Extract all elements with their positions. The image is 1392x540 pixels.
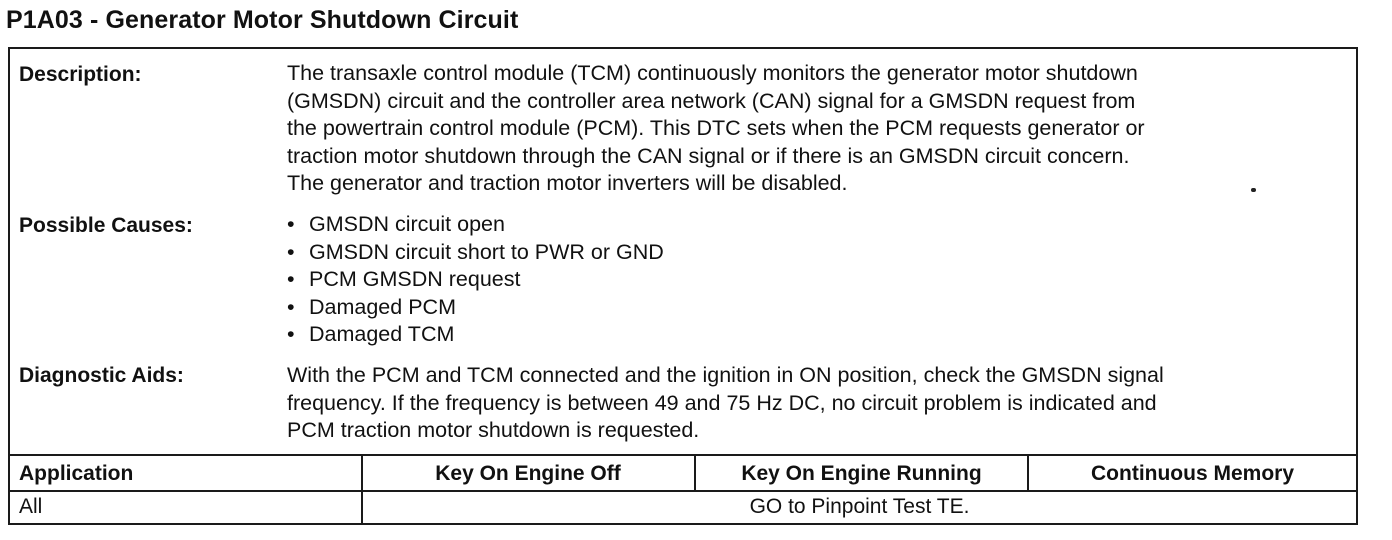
scan-speck (1251, 188, 1256, 192)
list-item (287, 211, 1348, 239)
table-cell-application: All (19, 495, 43, 518)
possible-causes-label: Possible Causes: (19, 214, 193, 237)
list-item (287, 294, 1348, 322)
test-table (10, 454, 1356, 523)
cause-text: Damaged TCM (309, 322, 455, 346)
bullet-icon: • (287, 322, 295, 346)
diagnostic-aids-line: PCM traction motor shutdown is requested. (287, 418, 700, 442)
page-title: P1A03 - Generator Motor Shutdown Circuit (6, 6, 519, 34)
description-line: The transaxle control module (TCM) continuously monitors the generator motor shutdown (287, 61, 1138, 85)
description-label: Description: (19, 63, 142, 86)
list-item (287, 239, 1348, 267)
bullet-icon: • (287, 294, 295, 319)
description-line: (GMSDN) circuit and the controller area network (CAN) signal for a GMSDN request from (287, 88, 1136, 113)
description-text (287, 60, 1348, 198)
diagnostic-aids-label: Diagnostic Aids: (19, 364, 184, 387)
bullet-icon: • (287, 212, 295, 236)
dtc-info-box (8, 47, 1358, 525)
column-header-koeo: Key On Engine Off (435, 461, 621, 485)
description-line: traction motor shutdown through the CAN signal or if there is an GMSDN circuit concern. (287, 143, 1130, 168)
cause-text: PCM GMSDN request (309, 267, 521, 291)
column-header-application: Application (19, 461, 134, 485)
list-item (287, 321, 1348, 349)
description-line: the powertrain control module (PCM). This DTC sets when the PCM requests generator or (287, 116, 1145, 140)
table-divider (694, 456, 696, 491)
description-line: The generator and traction motor inverters will be disabled. (287, 171, 848, 195)
diagnostic-aids-text (287, 362, 1348, 445)
table-cell-action: GO to Pinpoint Test TE. (749, 495, 970, 518)
cause-text: GMSDN circuit short to PWR or GND (309, 239, 664, 264)
bullet-icon: • (287, 267, 295, 291)
column-header-koer: Key On Engine Running (741, 461, 982, 485)
cause-text: Damaged PCM (309, 294, 456, 319)
cause-text: GMSDN circuit open (309, 212, 505, 236)
diagnostic-aids-line: With the PCM and TCM connected and the ignition in ON position, check the GMSDN signal (287, 363, 1164, 387)
diagnostic-aids-line: frequency. If the frequency is between 49 and 75 Hz DC, no circuit problem is indicated and (287, 390, 1157, 415)
table-divider (1027, 456, 1029, 491)
column-header-continuous-memory: Continuous Memory (1091, 461, 1294, 485)
possible-causes-list (287, 211, 1348, 349)
bullet-icon: • (287, 239, 295, 264)
list-item (287, 266, 1348, 294)
